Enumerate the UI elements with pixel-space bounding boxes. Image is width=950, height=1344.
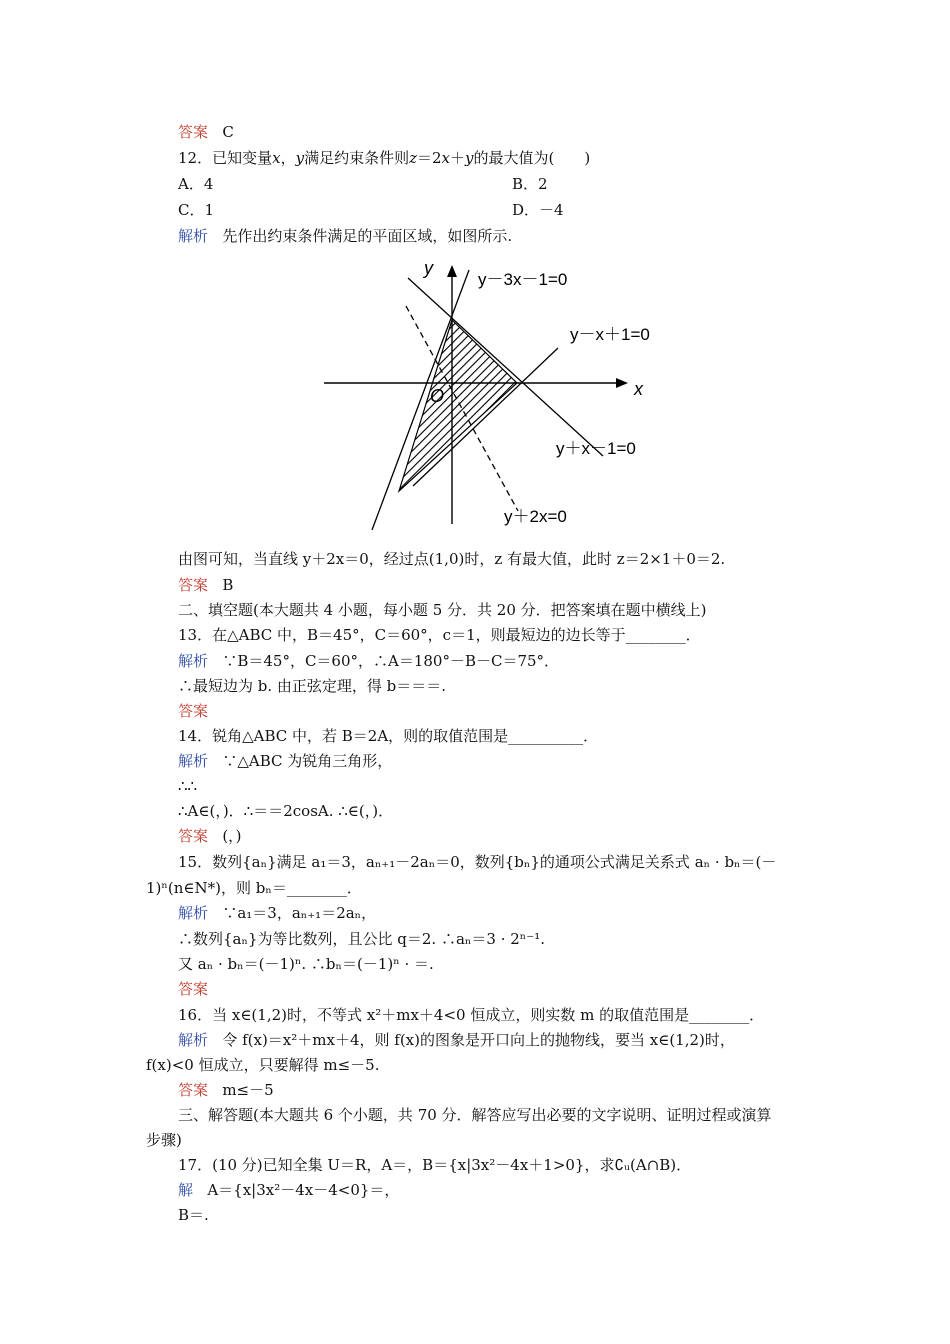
feasible-region-figure — [318, 256, 658, 532]
question-17: 17．(10 分)已知全集 U＝R，A＝，B＝{x|3x²－4x＋1>0}，求∁ᵤ(A∩B)． — [178, 1156, 692, 1174]
option-b: B．2 — [512, 175, 548, 193]
question-15-line-1: 15．数列{aₙ}满足 a₁＝3，aₙ₊₁－2aₙ＝0，数列{bₙ}的通项公式满足关系式 aₙ · bₙ＝(－ — [178, 853, 777, 871]
solution-label: 解析 — [178, 652, 209, 670]
solution-13: 解析 ∵B＝45°，C＝60°，∴A＝180°－B－C＝75°． — [178, 652, 560, 670]
solution-15-line-2: ∴数列{aₙ}为等比数列，且公比 q＝2. ∴aₙ＝3 · 2ⁿ⁻¹. — [178, 930, 545, 948]
label-line2: y－x＋1=0 — [570, 325, 650, 344]
x-axis-arrow — [616, 378, 628, 388]
question-12: 12．已知变量x，y满足约束条件则z＝2x＋y的最大值为( ) — [178, 149, 591, 167]
option-a: A．4 — [178, 175, 214, 193]
solution-16-line-2: f(x)<0 恒成立，只要解得 m≤－5. — [146, 1056, 380, 1074]
axis-x-label: x — [634, 379, 643, 399]
section-2-heading: 二、填空题(本大题共 4 小题，每小题 5 分．共 20 分．把答案填在题中横线上) — [178, 601, 707, 619]
answer-value: (，) — [222, 827, 242, 845]
answer-label: 答案 — [178, 827, 209, 845]
label-line3: y＋x－1=0 — [556, 439, 636, 458]
answer-label: 答案 — [178, 1081, 209, 1099]
solution-label: 解析 — [178, 904, 209, 922]
answer-12 — [178, 575, 233, 595]
conclusion-12: 由图可知，当直线 y＋2x＝0，经过点(1,0)时，z 有最大值，此时 z＝2×1＋0＝2. — [178, 550, 726, 568]
answer-value: m≤－5 — [222, 1081, 274, 1099]
question-15-line-2: 1)ⁿ(n∈N*)，则 bₙ＝________． — [146, 879, 362, 897]
answer-label: 答案 — [178, 123, 209, 141]
answer-14 — [178, 826, 242, 846]
shaded-region — [399, 320, 517, 491]
answer-label: 答案 — [178, 576, 209, 594]
answer-13: 答案 — [178, 702, 209, 720]
answer-15: 答案 — [178, 980, 209, 998]
question-14: 14．锐角△ABC 中，若 B＝2A，则的取值范围是__________． — [178, 727, 599, 745]
solution-17: 解 A＝{x|3x²－4x－4<0}＝， — [178, 1181, 400, 1199]
section-3-heading: 三、解答题(本大题共 6 个小题，共 70 分．解答应写出必要的文字说明、证明过程或演算 — [178, 1106, 772, 1124]
feasible-region-diagram — [318, 256, 658, 532]
solution-13-line-2: ∴最短边为 b. 由正弦定理，得 b＝＝＝. — [178, 677, 447, 695]
solution-16: 解析 令 f(x)＝x²＋mx＋4，则 f(x)的图象是开口向上的抛物线，要当 x∈(1,2)时， — [178, 1031, 735, 1049]
axis-y-label: y — [424, 258, 433, 278]
solution-label: 解 — [178, 1181, 194, 1199]
solution-label: 解析 — [178, 752, 209, 770]
section-3-heading-line-2: 步骤) — [146, 1131, 182, 1149]
y-axis-arrow — [447, 265, 457, 277]
answer-value: C — [222, 123, 234, 141]
origin-label: O — [430, 386, 445, 406]
answer-16 — [178, 1080, 274, 1100]
solution-17-line-2: B＝. — [178, 1206, 209, 1224]
label-line4: y＋2x=0 — [504, 507, 567, 526]
question-13: 13．在△ABC 中，B＝45°，C＝60°，c＝1，则最短边的边长等于________． — [178, 626, 701, 644]
solution-label: 解析 — [178, 227, 209, 245]
option-d: D．－4 — [512, 201, 564, 219]
solution-14-line-3: ∴A∈(，)．∴＝＝2cosA. ∴∈(，)． — [178, 802, 394, 820]
solution-14-line-2: ∴∴ — [178, 777, 198, 795]
label-line1: y－3x－1=0 — [478, 270, 568, 289]
answer-11 — [178, 122, 234, 142]
solution-12: 解析 先作出约束条件满足的平面区域，如图所示. — [178, 227, 513, 245]
solution-label: 解析 — [178, 1031, 209, 1049]
question-16: 16．当 x∈(1,2)时，不等式 x²＋mx＋4<0 恒成立，则实数 m 的取值范围是________． — [178, 1006, 765, 1024]
answer-value: B — [222, 576, 234, 594]
solution-15-line-3: 又 aₙ · bₙ＝(－1)ⁿ. ∴bₙ＝(－1)ⁿ · ＝. — [178, 955, 434, 973]
option-c: C．1 — [178, 201, 215, 219]
solution-14: 解析 ∵△ABC 为锐角三角形， — [178, 752, 393, 770]
solution-15: 解析 ∵a₁＝3，aₙ₊₁＝2aₙ， — [178, 904, 377, 922]
